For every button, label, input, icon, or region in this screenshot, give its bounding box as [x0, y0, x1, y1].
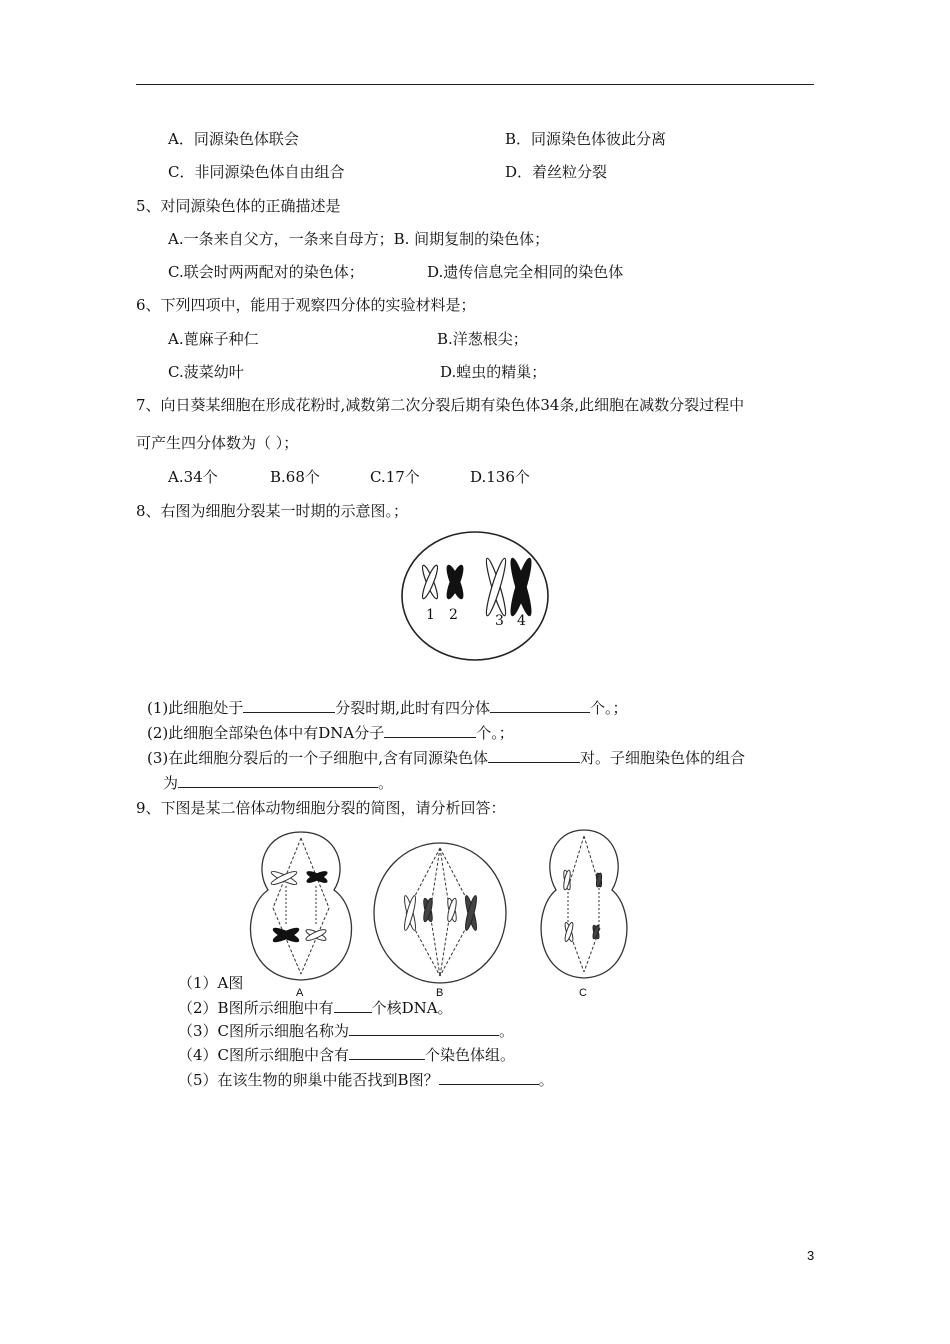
q5-stem: 5、对同源染色体的正确描述是: [136, 197, 341, 215]
label-3: 3: [495, 613, 504, 629]
q9-sub1: （1）A图: [178, 974, 244, 992]
chromosome-2: [444, 564, 466, 601]
q8-blank-1[interactable]: [243, 697, 335, 713]
q4-option-c: C．非同源染色体自由组合: [168, 163, 345, 181]
q6-option-b: B.洋葱根尖；: [437, 330, 528, 348]
label-1: 1: [426, 607, 435, 623]
q5-option-ab: A.一条来自父方，一条来自母方；B. 间期复制的染色体；: [168, 230, 550, 248]
q8-sub3: (3)在此细胞分裂后的一个子细胞中,含有同源染色体 对。子细胞染色体的组合: [147, 749, 746, 767]
q4-option-d: D．着丝粒分裂: [505, 163, 608, 181]
chromosome-4: [507, 557, 534, 617]
q8-sub2: (2)此细胞全部染色体中有DNA分子 个。；: [147, 724, 514, 742]
q8-blank-5[interactable]: [178, 772, 378, 788]
q9-sub2: （2）B图所示细胞中有 个核DNA。: [178, 999, 453, 1017]
q6-stem: 6、下列四项中，能用于观察四分体的实验材料是；: [136, 296, 476, 314]
header-rule: [136, 84, 814, 85]
q8-stem: 8、右图为细胞分裂某一时期的示意图。；: [136, 502, 409, 520]
page-number: 3: [807, 1248, 815, 1263]
q9-sub5: （5）在该生物的卵巢中能否找到B图？ 。: [178, 1071, 554, 1089]
label-4: 4: [517, 613, 526, 629]
cell-b: [374, 843, 506, 999]
q5-option-d: D.遗传信息完全相同的染色体: [427, 263, 624, 281]
q4-option-b: B．同源染色体彼此分离: [505, 130, 667, 148]
label-a: A: [296, 987, 304, 999]
q7-option-c: C.17个: [370, 468, 420, 486]
q7-option-a: A.34个: [168, 468, 218, 486]
label-2: 2: [449, 607, 458, 623]
q9-blank-1[interactable]: [334, 997, 372, 1013]
q6-option-a: A.蓖麻子种仁: [168, 330, 259, 348]
label-c: C: [579, 987, 587, 999]
q7-stem-line1: 7、向日葵某细胞在形成花粉时,减数第二次分裂后期有染色体34条,此细胞在减数分裂过程中: [136, 396, 745, 414]
q9-sub3: （3）C图所示细胞名称为 。: [178, 1022, 515, 1040]
q9-blank-2[interactable]: [349, 1020, 499, 1036]
q9-blank-3[interactable]: [349, 1044, 425, 1060]
q9-stem: 9、下图是某二倍体动物细胞分裂的简图，请分析回答：: [136, 799, 506, 817]
q8-sub3-cont: 为 。: [163, 774, 394, 792]
q8-blank-4[interactable]: [488, 747, 580, 763]
q6-option-c: C.菠菜幼叶: [168, 363, 244, 381]
q6-option-d: D.蝗虫的精巢；: [440, 363, 547, 381]
q5-option-c: C.联会时两两配对的染色体；: [168, 263, 364, 281]
q7-option-b: B.68个: [270, 468, 320, 486]
q7-stem-line2: 可产生四分体数为（ ）；: [136, 434, 299, 452]
q9-sub4: （4）C图所示细胞中含有 个染色体组。: [178, 1046, 516, 1064]
q8-blank-3[interactable]: [384, 722, 476, 738]
q9-cell-diagrams: [246, 828, 638, 1000]
cell-a: [251, 832, 352, 999]
q7-option-d: D.136个: [470, 468, 530, 486]
chromosome-3: [483, 557, 508, 617]
q8-blank-2[interactable]: [490, 697, 590, 713]
q8-cell-diagram: [400, 530, 550, 662]
q9-blank-4[interactable]: [439, 1069, 539, 1085]
label-b: B: [436, 987, 444, 999]
q8-sub1: (1)此细胞处于 分裂时期,此时有四分体 个。；: [147, 699, 628, 717]
chromosome-1: [420, 564, 440, 600]
cell-c: [541, 830, 627, 999]
q4-option-a: A．同源染色体联会: [168, 130, 299, 148]
